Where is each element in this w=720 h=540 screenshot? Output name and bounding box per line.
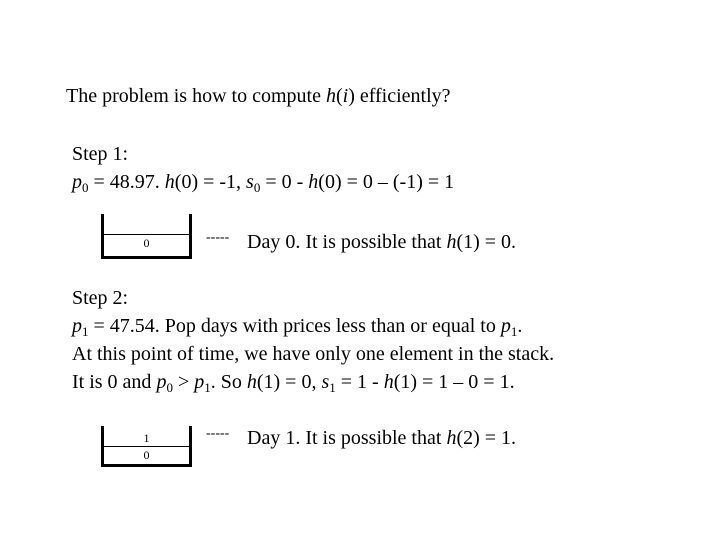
step2-heading: Step 2:	[72, 287, 129, 309]
step2-l3-p2: p	[194, 371, 205, 393]
intro-h: h	[325, 85, 336, 107]
step2-l3-p2-sub: 1	[204, 380, 211, 395]
step2-line2: At this point of time, we have only one element in the stack.	[72, 343, 555, 365]
stack-bottom	[101, 256, 192, 259]
step2-l3-t6: (1) = 1 – 0 = 1.	[393, 371, 515, 393]
step2-dashes: -----	[206, 426, 230, 441]
step2-l3-t5: = 1 -	[335, 371, 384, 393]
step1-t1: = 48.97.	[88, 171, 165, 193]
step2-line1-end: .	[517, 315, 523, 337]
stack-cell-top-line	[104, 234, 189, 235]
step2-p1-sub: 1	[82, 324, 89, 339]
stack-cell: 0	[143, 448, 150, 462]
intro-suffix: ) efficiently?	[348, 85, 451, 107]
step2-note-prefix: Day 1. It is possible that	[247, 427, 447, 449]
step2-note	[247, 426, 516, 450]
step1-heading: Step 1:	[72, 143, 129, 165]
step1-s-sub: 0	[253, 180, 261, 195]
stack-cell: 1	[143, 431, 150, 445]
step1-dashes: -----	[206, 230, 230, 245]
step2-l3-t2: >	[172, 371, 195, 393]
step1-h2: h	[308, 171, 319, 193]
step2-stack	[101, 426, 192, 467]
step2-p1b: p	[500, 315, 511, 337]
step1-formula	[72, 170, 454, 194]
step2-l3-t1: It is 0 and	[72, 371, 157, 393]
step1-p: p	[72, 171, 82, 193]
step2-note-suffix: (2) = 1.	[456, 427, 517, 449]
step2-note-h: h	[446, 427, 457, 449]
stack-right-wall	[189, 214, 192, 259]
step1-note-prefix: Day 0. It is possible that	[247, 231, 447, 253]
stack-bottom	[101, 464, 192, 467]
step2-line1	[72, 314, 522, 338]
step2-line1-text: = 47.54. Pop days with prices less than or equal to	[88, 315, 501, 337]
step1-t4: (0) = 0 – (-1) = 1	[318, 171, 455, 193]
step2-line3	[72, 370, 515, 394]
step1-t2: (0) = -1,	[174, 171, 247, 193]
step2-l3-p-sub: 0	[166, 380, 173, 395]
step2-l3-t3: . So	[210, 371, 247, 393]
step2-l3-h: h	[246, 371, 257, 393]
step1-h1: h	[164, 171, 175, 193]
step1-note-suffix: (1) = 0.	[456, 231, 517, 253]
step1-p-sub: 0	[82, 180, 89, 195]
step2-p1b-sub: 1	[510, 324, 518, 339]
stack-cell: 0	[143, 236, 150, 250]
step1-note-h: h	[446, 231, 457, 253]
step1-note	[247, 230, 516, 254]
step1-s: s	[246, 171, 254, 193]
intro-paren: (	[335, 85, 343, 107]
step1-t3: = 0 -	[260, 171, 309, 193]
stack-right-wall	[189, 426, 192, 467]
step2-l3-h2: h	[383, 371, 394, 393]
step2-l3-p: p	[156, 371, 167, 393]
step2-l3-s: s	[321, 371, 330, 393]
step1-stack	[101, 214, 192, 259]
step2-p1: p	[72, 315, 82, 337]
stack-cell-divider	[104, 446, 189, 447]
step2-l3-t4: (1) = 0,	[256, 371, 322, 393]
intro-i: i	[342, 85, 349, 107]
intro-question	[66, 84, 451, 108]
intro-text: The problem is how to compute	[66, 85, 326, 107]
step2-l3-s-sub: 1	[329, 380, 336, 395]
